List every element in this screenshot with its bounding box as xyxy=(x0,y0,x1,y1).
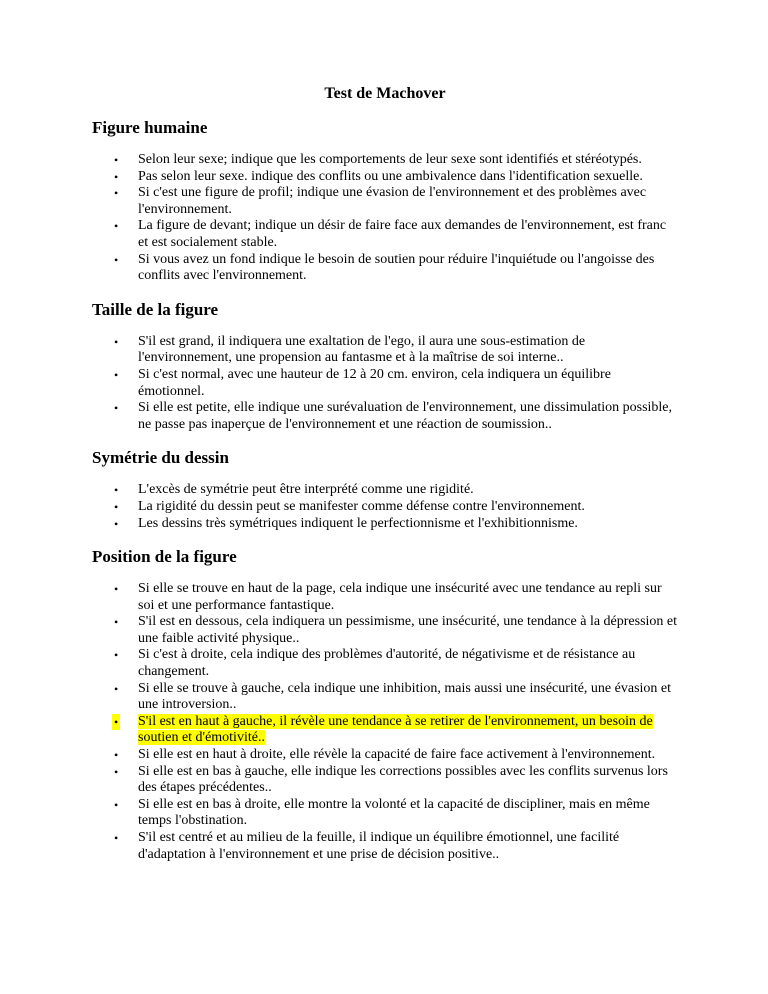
list-item: • Si elle est petite, elle indique une surévaluation de l'environnement, une dissimulation possible, ne passe pas inaperçue de l'environnement et une réaction de soumission.. xyxy=(114,400,673,432)
list-taille xyxy=(92,334,678,434)
bullet-icon: • xyxy=(114,186,119,201)
section-heading-position: Position de la figure xyxy=(92,547,237,567)
bullet-icon: • xyxy=(114,681,119,696)
bullet-icon: • xyxy=(114,831,119,845)
document-title: Test de Machover xyxy=(324,85,446,102)
bullet-icon: • xyxy=(114,401,119,416)
highlighted-list-item: • S'il est en haut à gauche, il révèle une tendance à se retirer de l'environnement, un besoin de soutien et d'émotivité.. xyxy=(114,713,653,746)
bullet-icon: • xyxy=(114,367,119,382)
list-item: • La rigidité du dessin peut se manifester comme défense contre l'environnement. xyxy=(114,498,585,514)
list-item: • Si vous avez un fond indique le besoin de soutien pour réduire l'inquiétude ou l'angoisse des conflits avec l'environnement. xyxy=(114,251,655,284)
bullet-icon: • xyxy=(114,153,119,167)
bullet-icon: • xyxy=(114,615,119,630)
list-item: • Si c'est une figure de profil; indique une évasion de l'environnement et des problèmes avec l'environnement. xyxy=(114,185,647,217)
bullet-icon: • xyxy=(114,252,119,267)
bullet-icon: • xyxy=(114,714,119,729)
list-item: • Pas selon leur sexe. indique des conflits ou une ambivalence dans l'identification sexuelle. xyxy=(114,168,643,184)
list-item: • Si elle se trouve en haut de la page, cela indique une insécurité avec une tendance au repli sur soi et une performance fantastique. xyxy=(114,581,662,613)
list-item: • Si elle se trouve à gauche, cela indique une inhibition, mais aussi une insécurité, une évasion et une introversion.. xyxy=(114,680,672,713)
list-figure-humaine xyxy=(92,152,678,285)
bullet-icon: • xyxy=(114,648,119,663)
list-item: • La figure de devant; indique un désir de faire face aux demandes de l'environnement, est franc et est socialement stable. xyxy=(114,218,667,250)
list-item: • Si elle est en bas à gauche, elle indique les corrections possibles avec les conflits survenus lors des étapes précédentes.. xyxy=(114,763,668,796)
section-heading-taille: Taille de la figure xyxy=(92,299,219,319)
bullet-icon: • xyxy=(114,582,119,597)
bullet-icon: • xyxy=(114,219,119,234)
list-item: • Les dessins très symétriques indiquent le perfectionnisme et l'exhibitionnisme. xyxy=(114,515,578,531)
bullet-icon: • xyxy=(114,499,119,514)
list-item: • Si c'est à droite, cela indique des problèmes d'autorité, de négativisme et de résistance au changement. xyxy=(114,647,636,680)
list-item: • S'il est en dessous, cela indiquera un pessimisme, une insécurité, une tendance à la dépression et une faible activité physique.. xyxy=(114,614,678,646)
list-item: • S'il est grand, il indiquera une exaltation de l'ego, il aura une sous-estimation de l'environnement, une propension au fantasme et à la maîtrise de soi interne.. xyxy=(114,333,586,366)
bullet-icon: • xyxy=(114,483,119,498)
bullet-icon: • xyxy=(114,169,119,184)
bullet-icon: • xyxy=(114,516,119,531)
bullet-icon: • xyxy=(114,748,119,763)
bullet-icon: • xyxy=(114,797,119,812)
section-heading-figure-humaine: Figure humaine xyxy=(92,118,208,137)
bullet-icon: • xyxy=(114,334,119,349)
list-item: • Si elle est en bas à droite, elle montre la volonté et la capacité de discipliner, mais en même temps l'obstination. xyxy=(114,796,650,829)
list-item: • S'il est centré et au milieu de la feuille, il indique un équilibre émotionnel, une facilité d'adaptation à l'environnement et une prise de décision positive.. xyxy=(114,830,620,862)
list-item: • L'excès de symétrie peut être interprété comme une rigidité. xyxy=(114,482,474,498)
section-heading-symetrie: Symétrie du dessin xyxy=(92,448,229,468)
list-item: • Selon leur sexe; indique que les comportements de leur sexe sont identifiés et stéréotypés. xyxy=(114,152,642,167)
bullet-icon: • xyxy=(114,764,119,779)
list-position xyxy=(92,581,678,863)
list-symetrie xyxy=(92,482,678,532)
list-item: • Si c'est normal, avec une hauteur de 12 à 20 cm. environ, cela indiquera un équilibre émotionnel. xyxy=(114,366,611,399)
list-item: • Si elle est en haut à droite, elle révèle la capacité de faire face activement à l'environnement. xyxy=(114,747,656,763)
